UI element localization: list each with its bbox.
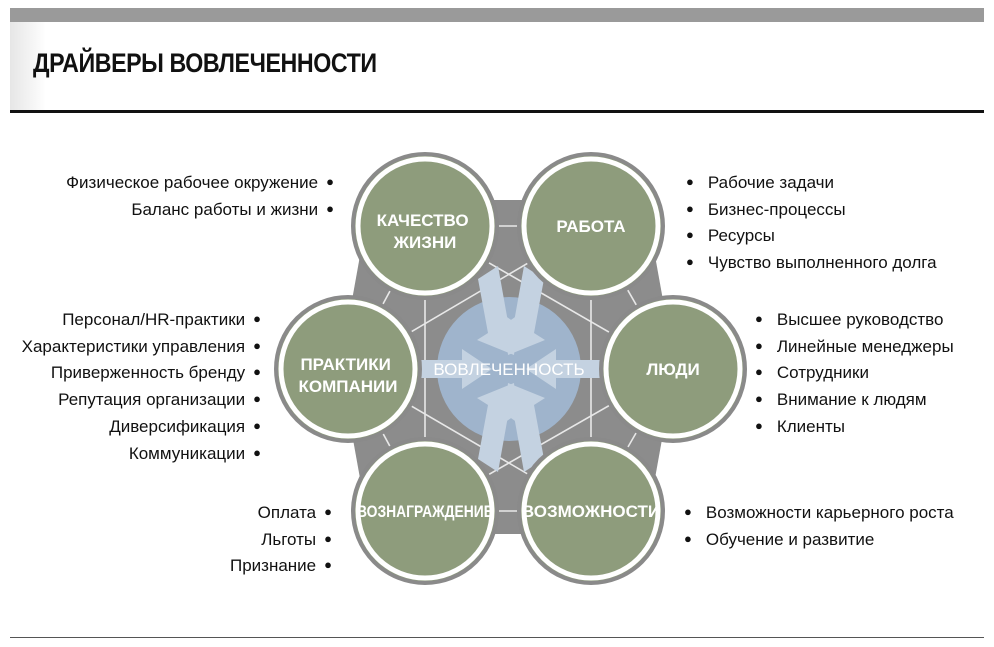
list-item: ● Линейные менеджеры: [755, 334, 954, 361]
node-company-practices-label: ПРАКТИКИ КОМПАНИИ: [298, 355, 398, 396]
page-title: ДРАЙВЕРЫ ВОВЛЕЧЕННОСТИ: [33, 48, 377, 78]
people-list: [755, 307, 954, 441]
list-item: Коммуникации ●: [22, 441, 261, 468]
engagement-center-label: ВОВЛЕЧЕННОСТЬ: [433, 360, 585, 379]
list-item: Приверженность бренду ●: [22, 360, 261, 387]
node-company-practices: [276, 297, 420, 441]
list-item: ● Клиенты: [755, 414, 954, 441]
node-work: [519, 154, 663, 298]
node-reward-label: ВОЗНАГРАЖДЕНИЕ: [357, 502, 493, 521]
work-list: [686, 170, 937, 277]
list-item: ● Высшее руководство: [755, 307, 954, 334]
list-item: Признание ●: [230, 553, 332, 580]
node-reward: [353, 439, 497, 583]
list-item: Баланс работы и жизни ●: [66, 197, 334, 224]
list-item: ● Сотрудники: [755, 360, 954, 387]
list-item: Репутация организации ●: [22, 387, 261, 414]
list-item: ● Бизнес-процессы: [686, 197, 937, 224]
list-item: Оплата ●: [230, 500, 332, 527]
list-item: ● Обучение и развитие: [684, 527, 954, 554]
node-quality-of-life: [353, 154, 497, 298]
list-item: Диверсификация ●: [22, 414, 261, 441]
node-people: [601, 297, 745, 441]
list-item: Льготы ●: [230, 527, 332, 554]
list-item: ● Ресурсы: [686, 223, 937, 250]
node-quality-of-life-label: КАЧЕСТВО ЖИЗНИ: [376, 211, 469, 252]
company-practices-list: [22, 307, 261, 467]
list-item: ● Рабочие задачи: [686, 170, 937, 197]
list-item: ● Чувство выполненного долга: [686, 250, 937, 277]
node-work-label: РАБОТА: [556, 217, 626, 236]
quality-of-life-list: [66, 170, 334, 223]
list-item: Персонал/HR-практики ●: [22, 307, 261, 334]
list-item: Характеристики управления ●: [22, 334, 261, 361]
node-opportunities: [519, 439, 663, 583]
node-people-label: ЛЮДИ: [646, 360, 700, 379]
list-item: ● Возможности карьерного роста: [684, 500, 954, 527]
opportunities-list: [684, 500, 954, 553]
node-opportunities-label: ВОЗМОЖНОСТИ: [521, 502, 661, 521]
bottom-divider: [10, 637, 984, 638]
list-item: Физическое рабочее окружение ●: [66, 170, 334, 197]
list-item: ● Внимание к людям: [755, 387, 954, 414]
reward-list: [230, 500, 332, 580]
